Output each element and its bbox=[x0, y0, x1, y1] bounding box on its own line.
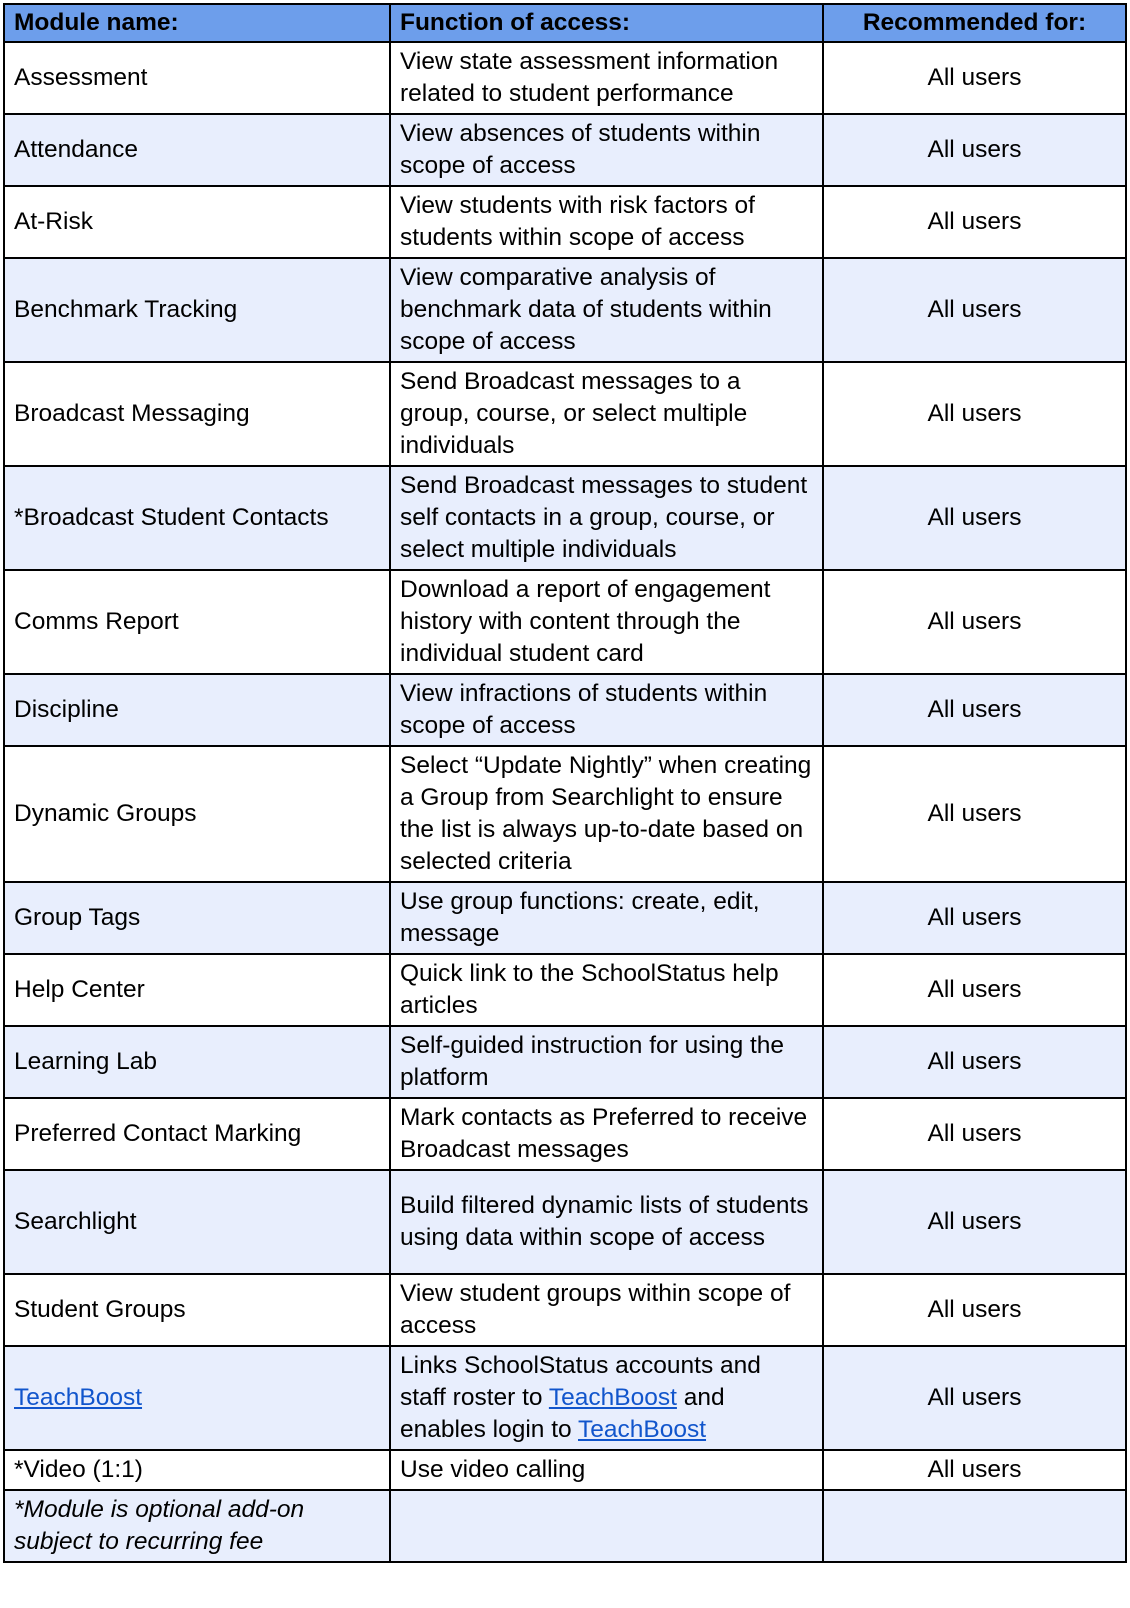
module-name-cell: Attendance bbox=[4, 114, 390, 186]
recommended-cell: All users bbox=[823, 674, 1126, 746]
module-name-cell: Broadcast Messaging bbox=[4, 362, 390, 466]
table-row bbox=[4, 1450, 1126, 1490]
function-text: and enables login to bbox=[400, 1384, 725, 1443]
function-cell: Use group functions: create, edit, message bbox=[390, 882, 823, 954]
table-row bbox=[4, 882, 1126, 954]
module-name-cell: Discipline bbox=[4, 674, 390, 746]
table-row bbox=[4, 674, 1126, 746]
header-function-of-access: Function of access: bbox=[390, 4, 823, 42]
function-cell: View student groups within scope of access bbox=[390, 1274, 823, 1346]
empty-cell bbox=[390, 1490, 823, 1562]
module-name-cell: Help Center bbox=[4, 954, 390, 1026]
function-text: Links SchoolStatus accounts and staff roster to bbox=[400, 1352, 761, 1411]
recommended-cell: All users bbox=[823, 1346, 1126, 1450]
module-name-cell: Searchlight bbox=[4, 1170, 390, 1274]
table-row bbox=[4, 258, 1126, 362]
recommended-cell: All users bbox=[823, 570, 1126, 674]
recommended-cell: All users bbox=[823, 1274, 1126, 1346]
module-name-cell: At-Risk bbox=[4, 186, 390, 258]
recommended-cell: All users bbox=[823, 258, 1126, 362]
function-cell: Build filtered dynamic lists of students using data within scope of access bbox=[390, 1170, 823, 1274]
module-name-cell bbox=[4, 1346, 390, 1450]
recommended-cell: All users bbox=[823, 114, 1126, 186]
function-cell bbox=[390, 1346, 823, 1450]
module-name-cell: Assessment bbox=[4, 42, 390, 114]
recommended-cell: All users bbox=[823, 746, 1126, 882]
function-cell: View comparative analysis of benchmark data of students within scope of access bbox=[390, 258, 823, 362]
teachboost-inline-link[interactable]: TeachBoost bbox=[578, 1416, 707, 1443]
recommended-cell: All users bbox=[823, 954, 1126, 1026]
recommended-cell: All users bbox=[823, 1170, 1126, 1274]
module-name-cell: Comms Report bbox=[4, 570, 390, 674]
header-recommended-for: Recommended for: bbox=[823, 4, 1126, 42]
table-row bbox=[4, 570, 1126, 674]
function-cell: Download a report of engagement history with content through the individual student card bbox=[390, 570, 823, 674]
table-row bbox=[4, 362, 1126, 466]
table-row bbox=[4, 114, 1126, 186]
header-row bbox=[4, 4, 1126, 42]
recommended-cell: All users bbox=[823, 466, 1126, 570]
modules-table bbox=[3, 3, 1127, 1563]
table-row bbox=[4, 186, 1126, 258]
function-cell: View absences of students within scope of access bbox=[390, 114, 823, 186]
module-name-cell: *Broadcast Student Contacts bbox=[4, 466, 390, 570]
table-row bbox=[4, 1274, 1126, 1346]
function-cell: Send Broadcast messages to student self contacts in a group, course, or select multiple individuals bbox=[390, 466, 823, 570]
recommended-cell: All users bbox=[823, 1098, 1126, 1170]
table-row bbox=[4, 1098, 1126, 1170]
table-row bbox=[4, 746, 1126, 882]
function-cell: View infractions of students within scope of access bbox=[390, 674, 823, 746]
module-name-cell: Dynamic Groups bbox=[4, 746, 390, 882]
recommended-cell: All users bbox=[823, 1026, 1126, 1098]
table-row bbox=[4, 466, 1126, 570]
module-name-cell: *Video (1:1) bbox=[4, 1450, 390, 1490]
module-name-cell: Group Tags bbox=[4, 882, 390, 954]
empty-cell bbox=[823, 1490, 1126, 1562]
function-cell: Use video calling bbox=[390, 1450, 823, 1490]
recommended-cell: All users bbox=[823, 1450, 1126, 1490]
table-row bbox=[4, 954, 1126, 1026]
module-name-cell: Preferred Contact Marking bbox=[4, 1098, 390, 1170]
module-name-cell: Learning Lab bbox=[4, 1026, 390, 1098]
table-row bbox=[4, 1026, 1126, 1098]
table-row bbox=[4, 42, 1126, 114]
function-cell: Send Broadcast messages to a group, course, or select multiple individuals bbox=[390, 362, 823, 466]
teachboost-link[interactable]: TeachBoost bbox=[14, 1384, 143, 1411]
function-cell: View students with risk factors of students within scope of access bbox=[390, 186, 823, 258]
footnote: *Module is optional add-on subject to recurring fee bbox=[4, 1490, 390, 1562]
module-name-cell: Benchmark Tracking bbox=[4, 258, 390, 362]
function-cell: View state assessment information related to student performance bbox=[390, 42, 823, 114]
recommended-cell: All users bbox=[823, 186, 1126, 258]
recommended-cell: All users bbox=[823, 362, 1126, 466]
header-module-name: Module name: bbox=[4, 4, 390, 42]
table-row-teachboost bbox=[4, 1346, 1126, 1450]
module-name-cell: Student Groups bbox=[4, 1274, 390, 1346]
function-cell: Mark contacts as Preferred to receive Broadcast messages bbox=[390, 1098, 823, 1170]
teachboost-inline-link[interactable]: TeachBoost bbox=[548, 1384, 677, 1411]
recommended-cell: All users bbox=[823, 882, 1126, 954]
function-cell: Self-guided instruction for using the platform bbox=[390, 1026, 823, 1098]
footnote-row bbox=[4, 1490, 1126, 1562]
table-row bbox=[4, 1170, 1126, 1274]
recommended-cell: All users bbox=[823, 42, 1126, 114]
function-cell: Select “Update Nightly” when creating a Group from Searchlight to ensure the list is always up-to-date based on selected criteria bbox=[390, 746, 823, 882]
function-cell: Quick link to the SchoolStatus help articles bbox=[390, 954, 823, 1026]
